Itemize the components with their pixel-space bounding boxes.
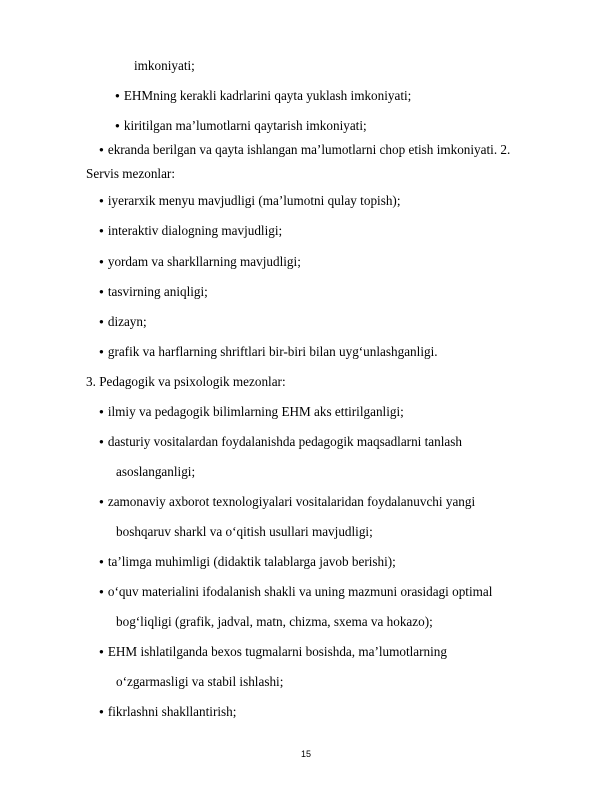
bullet-item: ● interaktiv dialogning mavjudligi;	[99, 223, 282, 241]
bullet-item: ● kiritilgan ma’lumotlarni qaytarish imkoniyati;	[115, 118, 367, 136]
text-line: Servis mezonlar:	[86, 166, 175, 181]
bullet-item: ● EHMning kerakli kadrlarini qayta yuklash imkoniyati;	[115, 88, 411, 106]
bullet-item: ● yordam va sharkllarning mavjudligi;	[99, 254, 301, 272]
text-line: asoslanganligi;	[116, 464, 196, 479]
bullet-item: ● dasturiy vositalardan foydalanishda pedagogik maqsadlarni tanlash	[99, 434, 462, 452]
bullet-item: ● fikrlashni shakllantirish;	[99, 704, 236, 722]
text-line: boshqaruv sharkl va o‘qitish usullari mavjudligi;	[116, 524, 373, 539]
bullet-item: ● ekranda berilgan va qayta ishlangan ma’lumotlarni chop etish imkoniyati. 2.	[99, 142, 510, 160]
bullet-item: ● dizayn;	[99, 314, 147, 332]
bullet-item: ● ta’limga muhimligi (didaktik talablarga javob berishi);	[99, 554, 396, 572]
bullet-item: ● EHM ishlatilganda bexos tugmalarni bosishda, ma’lumotlarning	[99, 644, 447, 662]
text-line: o‘zgarmasligi va stabil ishlashi;	[116, 674, 284, 689]
bullet-item: ● o‘quv materialini ifodalanish shakli va uning mazmuni orasidagi optimal	[99, 584, 492, 602]
bullet-item: ● zamonaviy axborot texnologiyalari vositalaridan foydalanuvchi yangi	[99, 494, 475, 512]
bullet-item: ● tasvirning aniqligi;	[99, 284, 208, 302]
bullet-item: ● ilmiy va pedagogik bilimlarning EHM aks ettirilganligi;	[99, 404, 404, 422]
bullet-item: ● grafik va harflarning shriftlari bir-biri bilan uyg‘unlashganligi.	[99, 344, 438, 362]
text-line: imkoniyati;	[134, 58, 195, 73]
page-number: 15	[300, 749, 311, 759]
text-line: bog‘liqligi (grafik, jadval, matn, chizma, sxema va hokazo);	[116, 614, 433, 629]
bullet-item: ● iyerarxik menyu mavjudligi (ma’lumotni qulay topish);	[99, 193, 400, 211]
section-heading: 3. Pedagogik va psixologik mezonlar:	[86, 374, 286, 389]
